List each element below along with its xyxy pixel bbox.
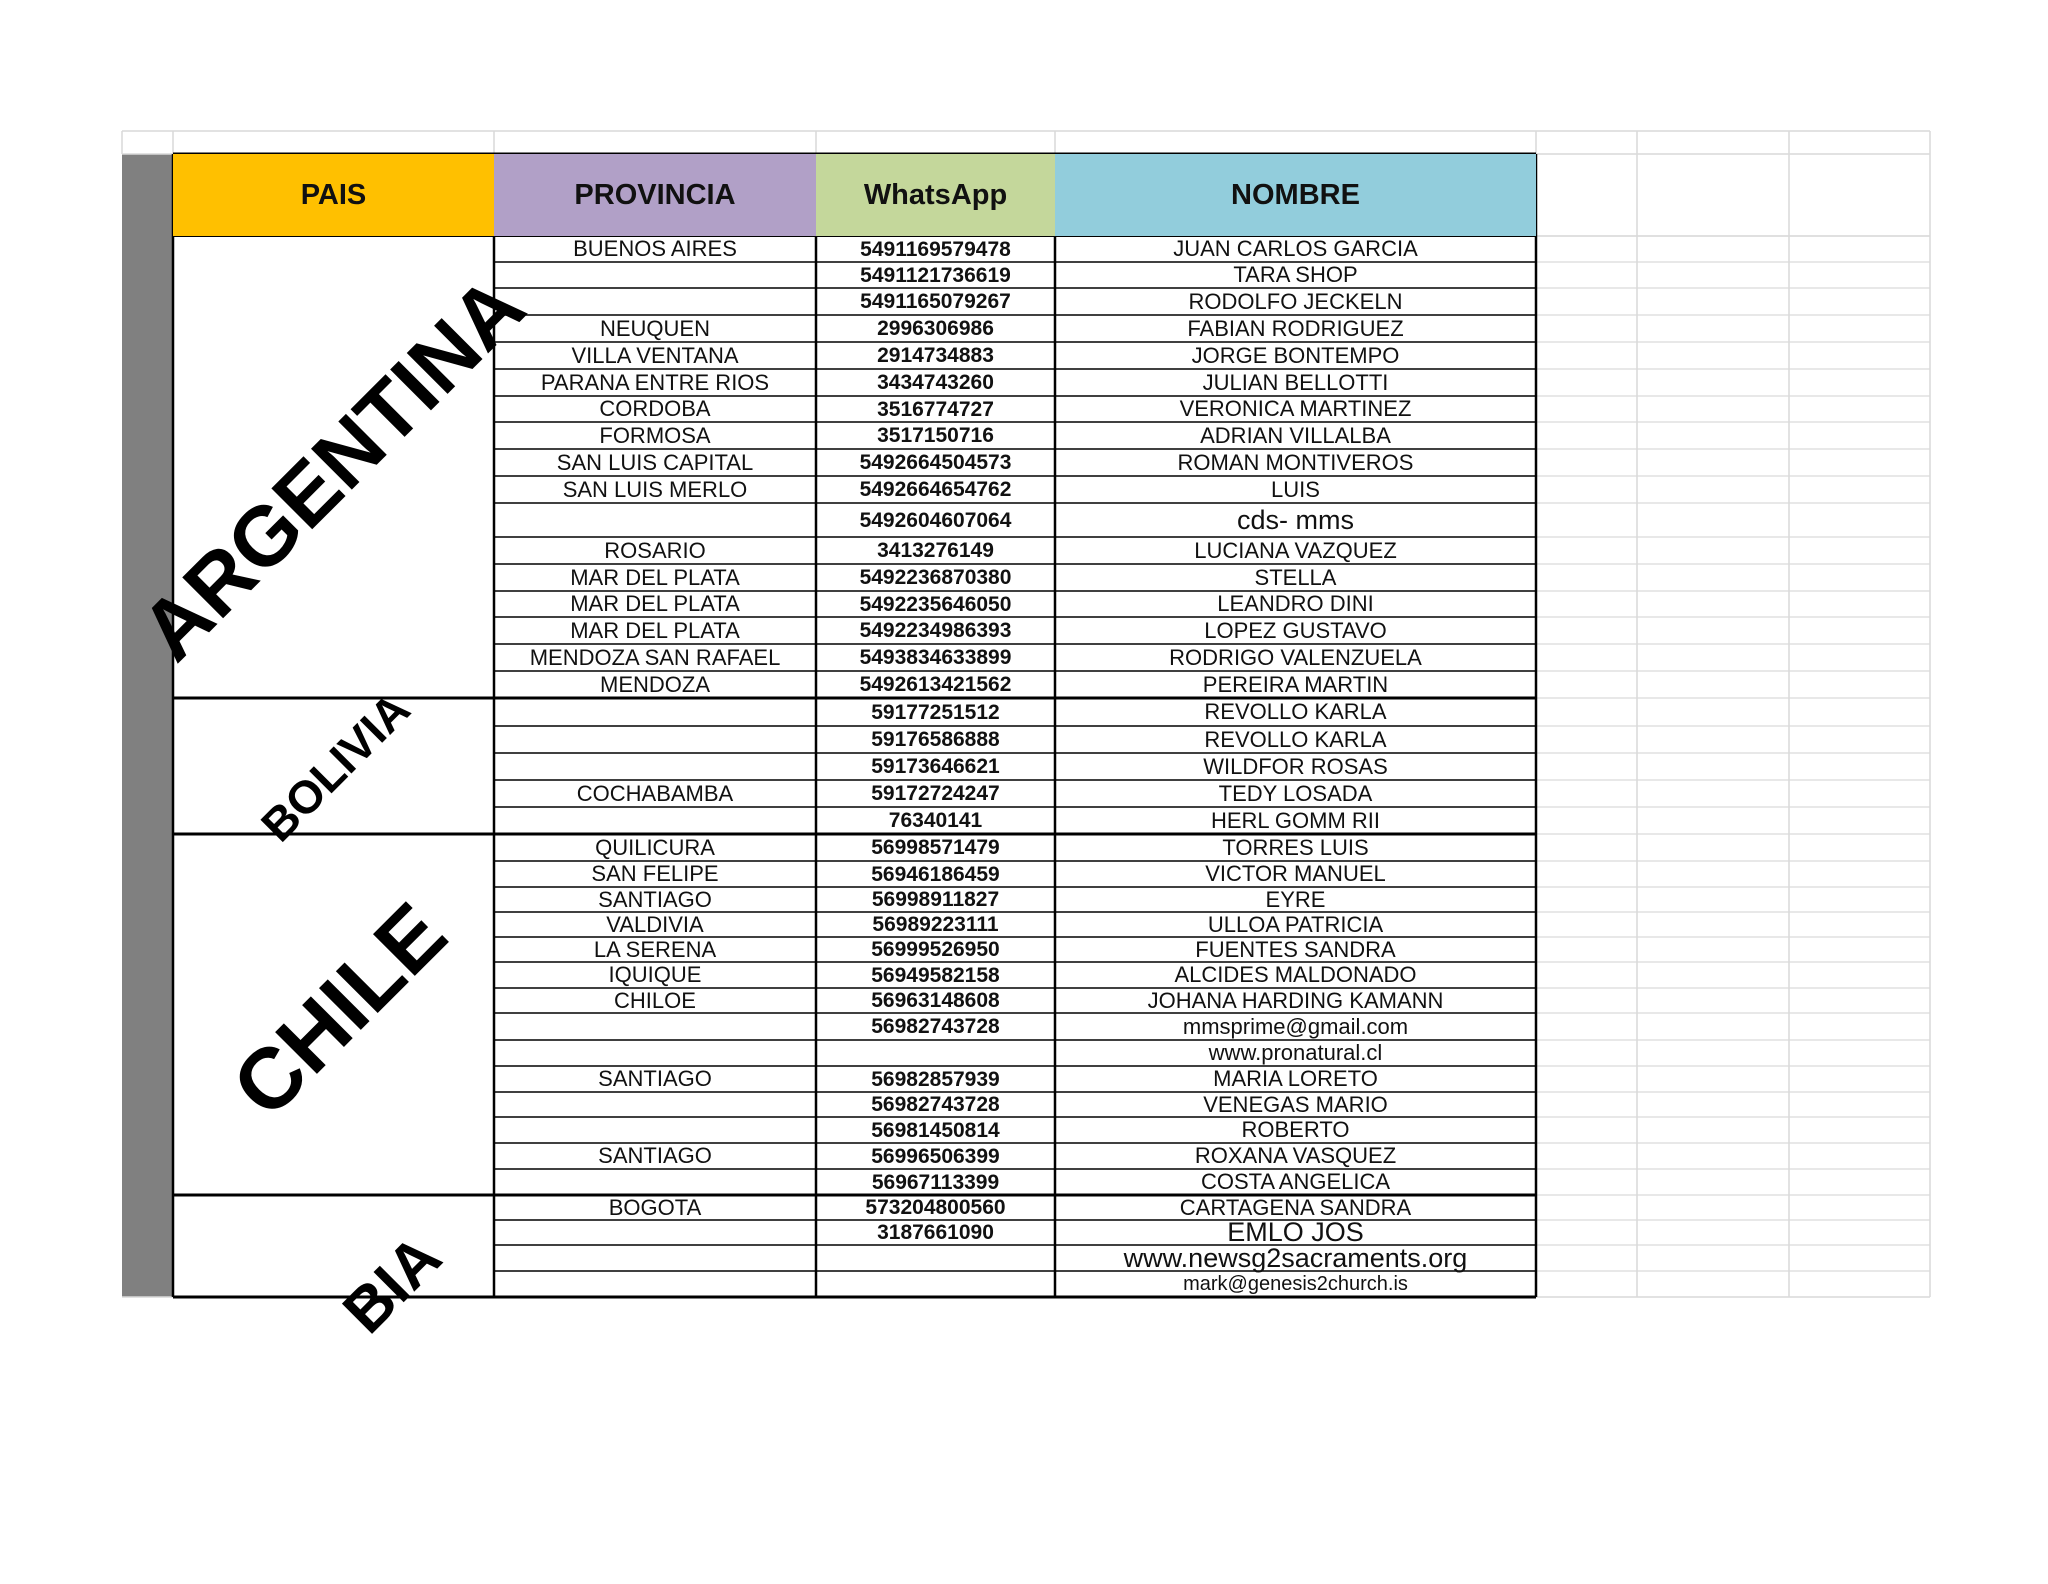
nombre-cell[interactable]: RODRIGO VALENZUELA bbox=[1169, 644, 1422, 670]
nombre-cell[interactable]: TORRES LUIS bbox=[1222, 834, 1369, 860]
whatsapp-cell[interactable] bbox=[816, 1245, 1055, 1271]
whatsapp-cell[interactable]: 56949582158 bbox=[871, 963, 1000, 987]
whatsapp-cell[interactable]: 5491165079267 bbox=[860, 290, 1011, 313]
whatsapp-cell[interactable]: 56989223111 bbox=[872, 913, 999, 936]
provincia-cell[interactable]: IQUIQUE bbox=[608, 962, 702, 987]
provincia-cell[interactable]: BUENOS AIRES bbox=[573, 236, 737, 261]
whatsapp-cell[interactable]: 56946186459 bbox=[871, 862, 1000, 886]
whatsapp-cell[interactable]: 5493834633899 bbox=[859, 646, 1012, 669]
nombre-cell[interactable]: COSTA ANGELICA bbox=[1200, 1169, 1391, 1194]
nombre-cell[interactable]: WILDFOR ROSAS bbox=[1203, 753, 1388, 779]
pais-cell[interactable] bbox=[173, 1195, 494, 1347]
nombre-cell[interactable]: CARTAGENA SANDRA bbox=[1179, 1194, 1412, 1220]
nombre-cell[interactable]: VICTOR MANUEL bbox=[1205, 861, 1386, 886]
whatsapp-cell[interactable]: 56998571479 bbox=[871, 836, 1000, 859]
nombre-cell[interactable]: ROXANA VASQUEZ bbox=[1194, 1143, 1397, 1168]
whatsapp-cell[interactable]: 56981450814 bbox=[871, 1118, 1000, 1142]
nombre-cell[interactable]: LUIS bbox=[1271, 476, 1320, 502]
provincia-cell[interactable]: MAR DEL PLATA bbox=[570, 564, 740, 590]
header-provincia[interactable]: PROVINCIA bbox=[494, 154, 816, 236]
whatsapp-cell[interactable]: 3434743260 bbox=[877, 371, 994, 394]
whatsapp-cell[interactable]: 5492604607064 bbox=[859, 508, 1012, 532]
provincia-cell[interactable]: PARANA ENTRE RIOS bbox=[540, 369, 770, 395]
nombre-cell[interactable]: VERONICA MARTINEZ bbox=[1179, 396, 1412, 421]
whatsapp-cell[interactable]: 5492235646050 bbox=[859, 592, 1012, 616]
whatsapp-cell[interactable]: 3516774727 bbox=[877, 397, 994, 421]
country-name: BOLIVIA bbox=[250, 682, 420, 852]
whatsapp-cell[interactable]: 56999526950 bbox=[871, 938, 1000, 961]
whatsapp-cell[interactable]: 59176586888 bbox=[871, 728, 1000, 751]
nombre-cell[interactable]: FUENTES SANDRA bbox=[1195, 936, 1396, 962]
nombre-cell[interactable]: VENEGAS MARIO bbox=[1203, 1091, 1388, 1117]
nombre-cell[interactable]: ADRIAN VILLALBA bbox=[1200, 422, 1391, 448]
nombre-cell[interactable]: STELLA bbox=[1254, 564, 1337, 590]
whatsapp-cell[interactable]: 56982743728 bbox=[871, 1093, 1000, 1116]
whatsapp-cell[interactable]: 5492236870380 bbox=[859, 566, 1012, 589]
nombre-cell[interactable]: ALCIDES MALDONADO bbox=[1174, 962, 1417, 987]
whatsapp-cell[interactable]: 3187661090 bbox=[877, 1221, 994, 1244]
provincia-cell[interactable]: FORMOSA bbox=[599, 422, 711, 448]
country-name: BIA bbox=[329, 1221, 455, 1347]
nombre-cell[interactable]: www.newsg2sacraments.org bbox=[1123, 1242, 1468, 1273]
whatsapp-cell[interactable]: 2996306986 bbox=[877, 317, 994, 340]
nombre-cell[interactable]: JUAN CARLOS GARCIA bbox=[1173, 236, 1418, 261]
provincia-cell[interactable]: BOGOTA bbox=[608, 1194, 702, 1220]
nombre-cell[interactable]: LEANDRO DINI bbox=[1217, 591, 1374, 616]
nombre-cell[interactable]: JULIAN BELLOTTI bbox=[1202, 369, 1389, 395]
nombre-cell[interactable]: HERL GOMM RII bbox=[1210, 807, 1381, 833]
provincia-cell[interactable]: SANTIAGO bbox=[598, 1143, 712, 1168]
provincia-cell[interactable]: CHILOE bbox=[614, 987, 696, 1013]
whatsapp-cell[interactable]: 5492664504573 bbox=[859, 451, 1012, 474]
nombre-cell[interactable]: ROMAN MONTIVEROS bbox=[1177, 449, 1414, 475]
provincia-cell[interactable]: SAN LUIS MERLO bbox=[562, 476, 748, 502]
provincia-cell[interactable]: MAR DEL PLATA bbox=[570, 591, 740, 616]
nombre-cell[interactable]: TEDY LOSADA bbox=[1218, 780, 1373, 806]
whatsapp-cell[interactable]: 56967113399 bbox=[871, 1170, 1000, 1194]
provincia-cell[interactable]: QUILICURA bbox=[595, 834, 715, 860]
whatsapp-cell[interactable]: 56998911827 bbox=[871, 888, 1000, 911]
nombre-cell[interactable]: TARA SHOP bbox=[1233, 262, 1358, 287]
provincia-cell[interactable]: LA SERENA bbox=[593, 936, 717, 962]
provincia-cell[interactable]: SANTIAGO bbox=[598, 886, 712, 912]
provincia-cell[interactable]: VALDIVIA bbox=[606, 911, 704, 937]
header-pais[interactable]: PAIS bbox=[173, 154, 494, 236]
nombre-cell[interactable]: LOPEZ GUSTAVO bbox=[1204, 617, 1387, 643]
whatsapp-cell[interactable] bbox=[816, 1040, 1055, 1066]
nombre-cell[interactable]: REVOLLO KARLA bbox=[1204, 726, 1387, 752]
provincia-cell[interactable]: NEUQUEN bbox=[599, 315, 710, 341]
provincia-cell[interactable]: CORDOBA bbox=[599, 396, 711, 421]
whatsapp-cell[interactable]: 5491121736619 bbox=[860, 263, 1011, 287]
nombre-cell[interactable]: mark@genesis2church.is bbox=[1183, 1273, 1408, 1295]
whatsapp-cell[interactable]: 5492234986393 bbox=[859, 619, 1012, 642]
provincia-cell[interactable]: SAN LUIS CAPITAL bbox=[556, 449, 754, 475]
whatsapp-cell[interactable]: 56982743728 bbox=[871, 1015, 1000, 1038]
nombre-cell[interactable]: MARIA LORETO bbox=[1213, 1066, 1378, 1091]
nombre-cell[interactable]: PEREIRA MARTIN bbox=[1202, 671, 1389, 697]
country-name: ARGENTINA bbox=[122, 257, 543, 678]
nombre-cell[interactable]: JORGE BONTEMPO bbox=[1191, 342, 1400, 368]
provincia-cell[interactable]: VILLA VENTANA bbox=[571, 342, 739, 368]
nombre-cell[interactable]: ROBERTO bbox=[1241, 1117, 1350, 1142]
provincia-cell[interactable]: COCHABAMBA bbox=[576, 780, 734, 806]
nombre-cell[interactable]: EYRE bbox=[1265, 886, 1326, 912]
whatsapp-cell[interactable]: 59177251512 bbox=[871, 700, 1000, 724]
header-whatsapp[interactable]: WhatsApp bbox=[816, 154, 1055, 236]
nombre-cell[interactable]: REVOLLO KARLA bbox=[1204, 699, 1387, 724]
whatsapp-cell[interactable]: 3517150716 bbox=[877, 424, 994, 447]
nombre-cell[interactable]: JOHANA HARDING KAMANN bbox=[1147, 987, 1444, 1013]
whatsapp-cell[interactable]: 59173646621 bbox=[871, 755, 1000, 778]
whatsapp-cell[interactable]: 573204800560 bbox=[865, 1196, 1006, 1219]
whatsapp-cell[interactable]: 2914734883 bbox=[877, 344, 994, 367]
provincia-cell[interactable]: SANTIAGO bbox=[598, 1066, 712, 1091]
whatsapp-cell[interactable] bbox=[816, 1271, 1055, 1297]
nombre-cell[interactable]: www.pronatural.cl bbox=[1208, 1040, 1383, 1065]
nombre-cell[interactable]: LUCIANA VAZQUEZ bbox=[1194, 537, 1397, 563]
whatsapp-cell[interactable]: 5492613421562 bbox=[859, 673, 1012, 696]
whatsapp-cell[interactable]: 56996506399 bbox=[871, 1144, 1000, 1168]
provincia-cell[interactable]: MENDOZA bbox=[600, 671, 710, 697]
whatsapp-cell[interactable]: 5491169579478 bbox=[860, 237, 1011, 261]
provincia-cell[interactable]: SAN FELIPE bbox=[591, 861, 719, 886]
whatsapp-cell[interactable]: 56963148608 bbox=[871, 989, 1000, 1012]
whatsapp-cell[interactable]: 5492664654762 bbox=[859, 478, 1012, 501]
country-name: CHILE bbox=[214, 884, 465, 1135]
provincia-cell[interactable]: MAR DEL PLATA bbox=[570, 617, 740, 643]
whatsapp-cell[interactable]: 59172724247 bbox=[871, 782, 1000, 805]
nombre-cell[interactable]: EMLO JOS bbox=[1227, 1217, 1364, 1247]
whatsapp-cell[interactable]: 76340141 bbox=[888, 809, 983, 832]
whatsapp-cell[interactable]: 3413276149 bbox=[877, 539, 994, 562]
header-nombre[interactable]: NOMBRE bbox=[1055, 154, 1536, 236]
nombre-cell[interactable]: FABIAN RODRIGUEZ bbox=[1187, 315, 1404, 341]
nombre-cell[interactable]: RODOLFO JECKELN bbox=[1188, 288, 1403, 314]
provincia-cell[interactable]: MENDOZA SAN RAFAEL bbox=[529, 644, 781, 670]
provincia-cell[interactable]: ROSARIO bbox=[604, 537, 706, 563]
nombre-cell[interactable]: cds- mms bbox=[1237, 504, 1354, 535]
nombre-cell[interactable]: ULLOA PATRICIA bbox=[1207, 911, 1384, 937]
whatsapp-cell[interactable]: 56982857939 bbox=[871, 1067, 1000, 1091]
nombre-cell[interactable]: mmsprime@gmail.com bbox=[1182, 1013, 1409, 1039]
